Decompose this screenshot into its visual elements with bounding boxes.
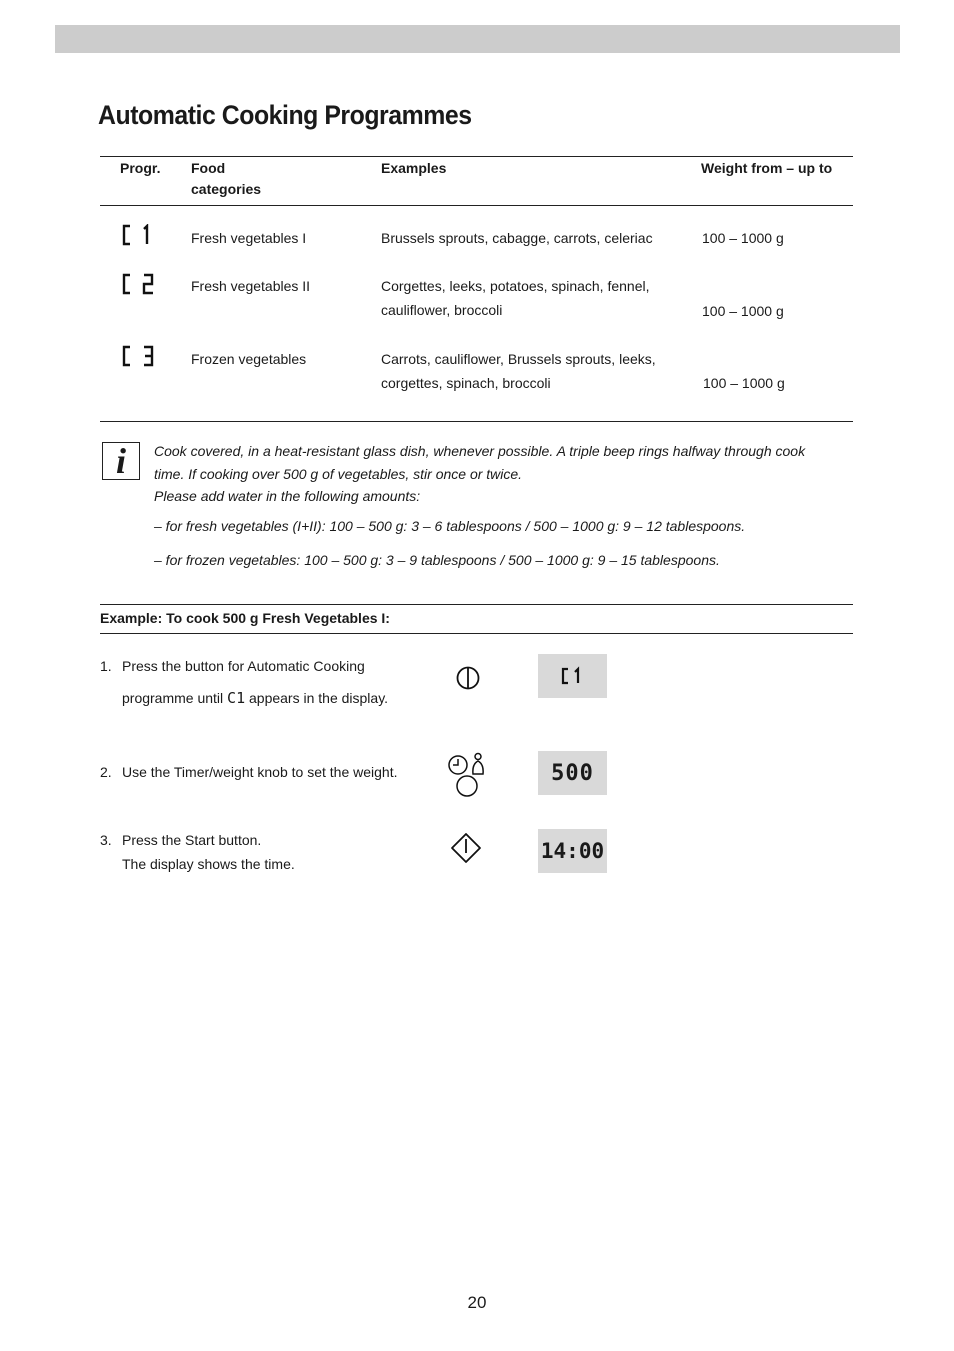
start-button-icon[interactable]	[450, 832, 482, 869]
table-row-examples	[381, 274, 650, 322]
col-header-progr: Progr.	[120, 160, 161, 176]
table-row-weight: 100 – 1000 g	[703, 375, 785, 391]
seven-segment-c3-icon	[122, 345, 156, 367]
table-bottom-rule	[100, 421, 853, 422]
examples-line: Corgettes, leeks, potatoes, spinach, fennel,	[381, 278, 650, 294]
example-bottom-rule	[100, 633, 853, 634]
col-header-food-line1: Food	[191, 160, 226, 176]
info-icon: i	[102, 442, 140, 480]
step-number: 3.	[100, 832, 112, 848]
info-note-line: time. If cooking over 500 g of vegetables, stir once or twice.	[154, 465, 523, 482]
table-row-code	[122, 273, 156, 295]
example-step	[100, 760, 430, 784]
examples-line: cauliflower, broccoli	[381, 302, 503, 318]
step-text-line: Use the Timer/weight knob to set the weight.	[122, 764, 398, 780]
info-bullet-frozen: – for frozen vegetables: 100 – 500 g: 3 – 9 tablespoons / 500 – 1000 g: 9 – 15 tablespoons.	[154, 552, 720, 568]
example-step	[100, 654, 430, 707]
table-row-code	[122, 345, 156, 367]
step-text-line	[122, 686, 388, 710]
info-note-line: Please add water in the following amounts:	[154, 488, 421, 504]
example-top-rule	[100, 604, 853, 605]
example-title: Example: To cook 500 g Fresh Vegetables I:	[100, 610, 390, 626]
oven-display	[538, 751, 607, 795]
col-header-food	[191, 158, 261, 200]
step-text-line: Press the Start button.	[122, 832, 262, 848]
step-number: 1.	[100, 658, 112, 674]
step-text-line: The display shows the time.	[122, 856, 295, 872]
page-number: 20	[467, 1293, 487, 1312]
header-bar	[55, 25, 900, 53]
table-row-examples: Brussels sprouts, cabagge, carrots, celeriac	[381, 230, 653, 246]
step-number: 2.	[100, 764, 112, 780]
examples-line: corgettes, spinach, broccoli	[381, 375, 551, 391]
table-row-code	[122, 224, 154, 246]
display-value: 500	[551, 760, 594, 786]
table-row-examples	[381, 347, 656, 395]
col-header-examples: Examples	[381, 160, 447, 176]
step-text-line: Press the button for Automatic Cooking	[122, 658, 365, 674]
info-bullet-fresh: – for fresh vegetables (I+II): 100 – 500 g: 3 – 6 tablespoons / 500 – 1000 g: 9 – 12 tablespoons.	[154, 518, 746, 534]
oven-display	[538, 829, 607, 873]
step-text-before: programme until	[122, 690, 224, 706]
col-header-weight: Weight from – up to	[701, 160, 833, 176]
page-title: Automatic Cooking Programmes	[98, 100, 472, 130]
table-row-food: Frozen vegetables	[191, 351, 307, 367]
auto-cook-button-icon[interactable]	[456, 666, 480, 695]
table-row-food: Fresh vegetables I	[191, 230, 307, 246]
examples-line: Carrots, cauliflower, Brussels sprouts, leeks,	[381, 351, 656, 367]
table-row-food: Fresh vegetables II	[191, 278, 311, 294]
col-header-food-line2: categories	[191, 181, 262, 197]
seven-segment-c2-icon	[122, 273, 156, 295]
table-row-weight: 100 – 1000 g	[702, 303, 784, 319]
example-step	[100, 828, 430, 878]
table-header-rule	[100, 205, 853, 206]
timer-weight-knob-icon[interactable]	[446, 752, 488, 803]
table-top-rule	[100, 156, 853, 157]
inline-display-code: C1	[227, 689, 246, 707]
info-note	[154, 440, 805, 508]
step-text-after: appears in the display.	[249, 690, 389, 706]
info-note-line: Cook covered, in a heat-resistant glass dish, whenever possible. A triple beep rings halfway through cook	[154, 443, 806, 459]
table-row-weight: 100 – 1000 g	[702, 230, 784, 246]
display-value: 14:00	[540, 839, 605, 863]
seven-segment-c1-icon	[122, 224, 154, 246]
display-segment-c1	[560, 666, 586, 686]
oven-display	[538, 654, 607, 698]
